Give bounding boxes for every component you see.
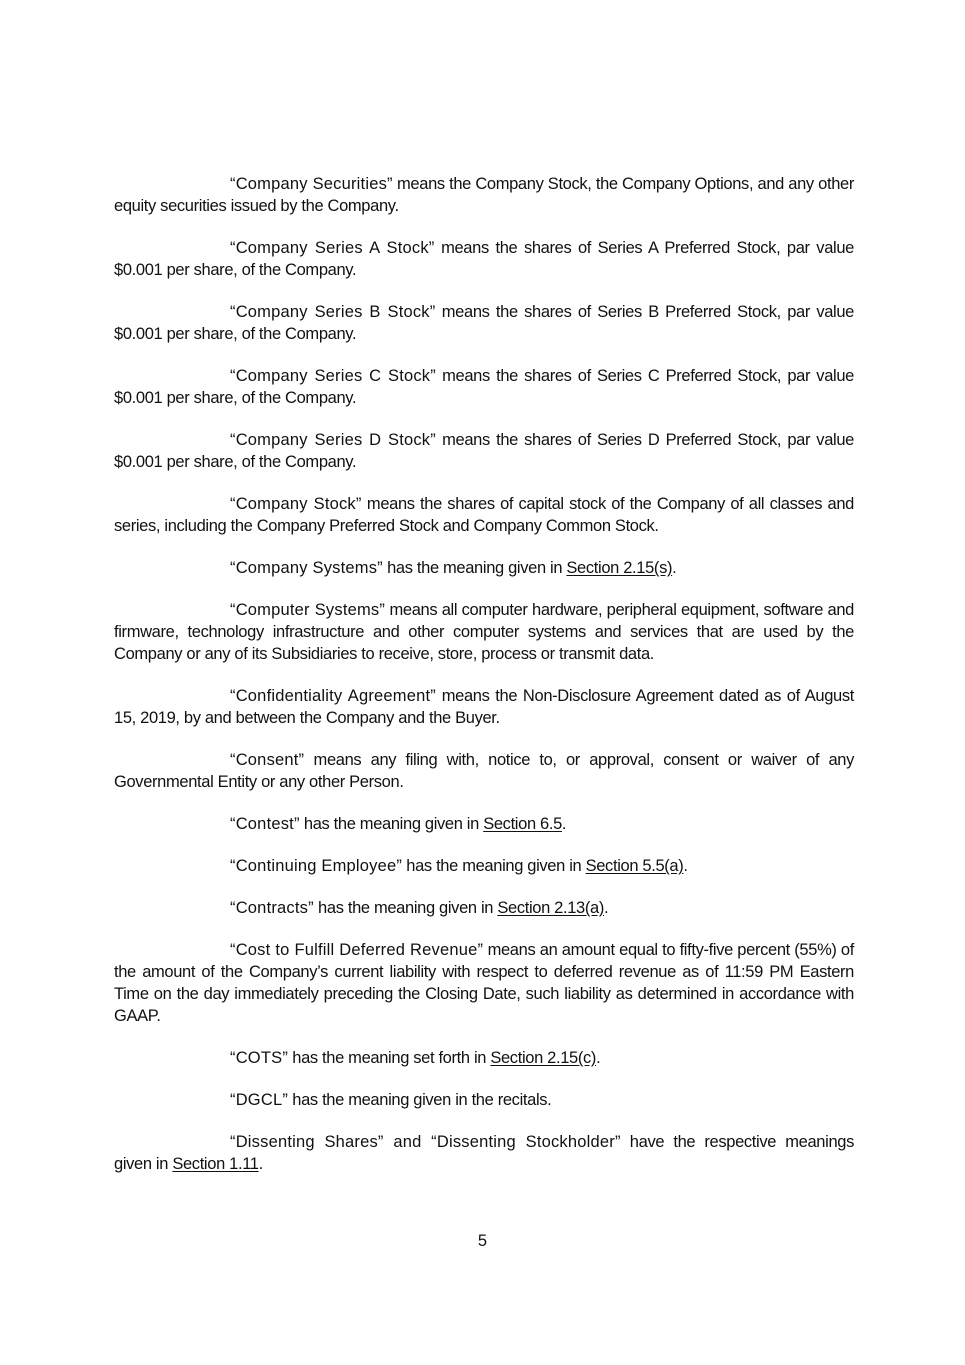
definition-text: means the Company Stock, the Company Options, and any other equity securities issued by the Company. xyxy=(114,175,854,215)
punctuation: . xyxy=(683,857,688,875)
defined-term: “Contest” xyxy=(230,815,300,833)
definition-continuing-employee xyxy=(114,855,854,877)
defined-term: “Company Systems” xyxy=(230,559,383,577)
defined-term: “Consent” xyxy=(230,751,305,769)
definition-confidentiality-agreement xyxy=(114,685,854,729)
defined-term: “COTS” xyxy=(230,1049,289,1067)
defined-term: “Company Series B Stock” xyxy=(230,303,436,321)
defined-term: “DGCL” xyxy=(230,1091,289,1109)
definition-contracts xyxy=(114,897,854,919)
definition-text: has the meaning set forth in xyxy=(288,1049,491,1067)
section-reference-link[interactable]: Section 2.15(s) xyxy=(566,559,673,577)
definition-dgcl xyxy=(114,1089,854,1111)
defined-term: “Company Series A Stock” xyxy=(230,239,435,257)
defined-term: “Confidentiality Agreement” xyxy=(230,687,436,705)
page-number: 5 xyxy=(477,1232,488,1250)
definition-text: has the meaning given in xyxy=(313,899,498,917)
defined-term: “Continuing Employee” xyxy=(230,857,403,875)
section-reference-link[interactable]: Section 1.11 xyxy=(172,1155,259,1173)
definition-text: means the shares of Series C Preferred Stock, par value $0.001 per share, of the Company. xyxy=(114,367,854,407)
definition-company-stock xyxy=(114,493,854,537)
defined-term: “Computer Systems” xyxy=(230,601,386,619)
definition-text: means any filing with, notice to, or approval, consent or waiver of any Governmental Entity or any other Person. xyxy=(114,751,854,791)
section-reference-link[interactable]: Section 5.5(a) xyxy=(585,857,684,875)
definition-company-series-b-stock xyxy=(114,301,854,345)
defined-term: “Company Securities” xyxy=(230,175,393,193)
defined-term: “Contracts” xyxy=(230,899,314,917)
definition-text: means all computer hardware, peripheral equipment, software and firmware, technology infrastructure and other computer systems and services that are used by the Company or any of its Subsidiaries to receive, store, process or transmit data. xyxy=(114,601,854,663)
definition-company-systems xyxy=(114,557,854,579)
definition-computer-systems xyxy=(114,599,854,665)
definition-dissenting-shares xyxy=(114,1131,854,1175)
punctuation: . xyxy=(258,1155,263,1173)
definition-contest xyxy=(114,813,854,835)
definition-text: means the shares of Series A Preferred Stock, par value $0.001 per share, of the Company. xyxy=(114,239,854,279)
definition-text: means the shares of Series D Preferred Stock, par value $0.001 per share, of the Company. xyxy=(114,431,854,471)
definition-text: have the respective meanings given in xyxy=(114,1133,854,1173)
defined-term: “Cost to Fulfill Deferred Revenue” xyxy=(230,941,484,959)
definition-text: means the Non-Disclosure Agreement dated as of August 15, 2019, by and between the Company and the Buyer. xyxy=(114,687,854,727)
defined-term: “Dissenting Shares” and “Dissenting Stockholder” xyxy=(230,1133,621,1151)
definition-company-securities xyxy=(114,173,854,217)
definition-text: means the shares of Series B Preferred Stock, par value $0.001 per share, of the Company. xyxy=(114,303,855,343)
section-reference-link[interactable]: Section 2.13(a) xyxy=(497,899,604,917)
definition-cots xyxy=(114,1047,854,1069)
section-reference-link[interactable]: Section 2.15(c) xyxy=(490,1049,597,1067)
punctuation: . xyxy=(596,1049,601,1067)
definition-text: has the meaning given in xyxy=(299,815,484,833)
definitions-list xyxy=(114,173,854,1195)
definition-text: has the meaning given in the recitals. xyxy=(288,1091,552,1109)
defined-term: “Company Series D Stock” xyxy=(230,431,436,449)
punctuation: . xyxy=(561,815,567,833)
definition-cost-to-fulfill-deferred-revenue xyxy=(114,939,854,1027)
definition-company-series-d-stock xyxy=(114,429,854,473)
definition-text: has the meaning given in xyxy=(402,857,586,875)
definition-text: means an amount equal to fifty-five percent (55%) of the amount of the Company’s current liability with respect to deferred revenue as of 11:59 PM Eastern Time on the day immediately preceding the Closing Date, such liability as determined in accordance with GAAP. xyxy=(114,941,854,1025)
punctuation: . xyxy=(604,899,609,917)
definition-text: has the meaning given in xyxy=(382,559,567,577)
defined-term: “Company Stock” xyxy=(230,495,362,513)
defined-term: “Company Series C Stock” xyxy=(230,367,436,385)
definition-company-series-a-stock xyxy=(114,237,854,281)
punctuation: . xyxy=(672,559,677,577)
definition-consent xyxy=(114,749,854,793)
definition-company-series-c-stock xyxy=(114,365,854,409)
section-reference-link[interactable]: Section 6.5 xyxy=(483,815,562,833)
definition-text: means the shares of capital stock of the Company of all classes and series, including the Company Preferred Stock and Company Common Stock. xyxy=(114,495,854,535)
